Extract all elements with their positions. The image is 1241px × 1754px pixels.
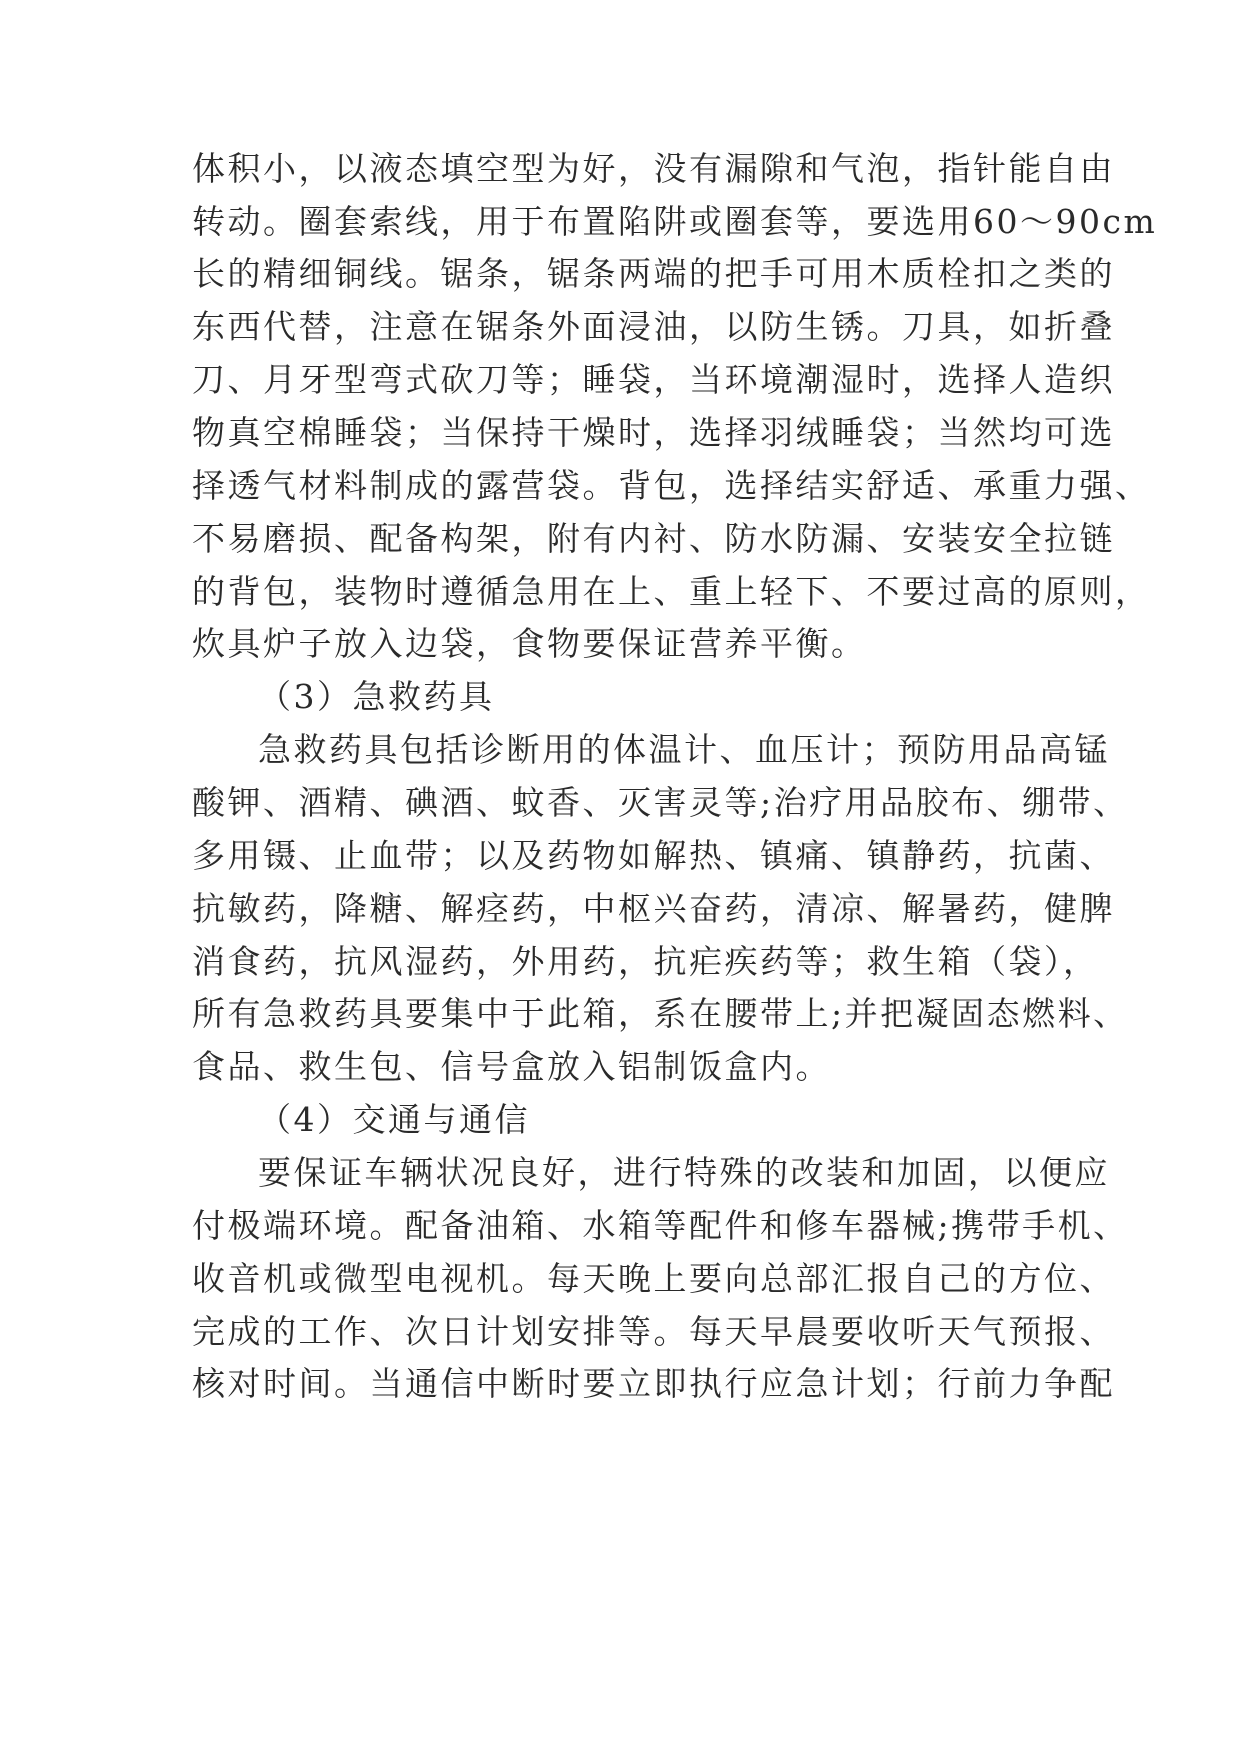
text-line: 转动。圈套索线，用于布置陷阱或圈套等，要选用60～90cm: [192, 202, 1158, 241]
text-line: 择透气材料制成的露营袋。背包，选择结实舒适、承重力强、: [192, 466, 1151, 505]
text-line: 炊具炉子放入边袋，食物要保证营养平衡。: [192, 624, 867, 663]
text-line: 核对时间。当通信中断时要立即执行应急计划；行前力争配: [192, 1364, 1115, 1403]
text-line: 收音机或微型电视机。每天晚上要向总部汇报自己的方位、: [192, 1259, 1115, 1298]
text-line: 食品、救生包、信号盒放入铝制饭盒内。: [192, 1047, 831, 1086]
text-line: 完成的工作、次日计划安排等。每天早晨要收听天气预报、: [192, 1312, 1115, 1351]
text-line: 物真空棉睡袋；当保持干燥时，选择羽绒睡袋；当然均可选: [192, 413, 1115, 452]
text-line: 的背包，装物时遵循急用在上、重上轻下、不要过高的原则，: [192, 572, 1151, 611]
text-line: 刀、月牙型弯式砍刀等；睡袋，当环境潮湿时，选择人造织: [192, 360, 1115, 399]
text-line: 酸钾、酒精、碘酒、蚊香、灭害灵等;治疗用品胶布、绷带、: [192, 783, 1129, 822]
text-line: 东西代替，注意在锯条外面浸油，以防生锈。刀具，如折叠: [192, 307, 1115, 346]
section-heading: （3）急救药具: [258, 677, 495, 716]
text-line: 抗敏药，降糖、解痉药，中枢兴奋药，清凉、解暑药，健脾: [192, 889, 1115, 928]
text-line: 要保证车辆状况良好，进行特殊的改装和加固，以便应: [258, 1153, 1110, 1192]
text-line: 付极端环境。配备油箱、水箱等配件和修车器械;携带手机、: [192, 1206, 1129, 1245]
text-line: 长的精细铜线。锯条，锯条两端的把手可用木质栓扣之类的: [192, 254, 1115, 293]
text-line: 消食药，抗风湿药，外用药，抗疟疾药等；救生箱（袋），: [192, 942, 1099, 981]
section-heading: （4）交通与通信: [258, 1100, 530, 1139]
text-line: 急救药具包括诊断用的体温计、血压计；预防用品高锰: [258, 730, 1110, 769]
text-line: 不易磨损、配备构架，附有内衬、防水防漏、安装安全拉链: [192, 519, 1115, 558]
text-line: 体积小，以液态填空型为好，没有漏隙和气泡，指针能自由: [192, 149, 1115, 188]
text-line: 多用镊、止血带；以及药物如解热、镇痛、镇静药，抗菌、: [192, 836, 1115, 875]
text-line: 所有急救药具要集中于此箱，系在腰带上;并把凝固态燃料、: [192, 994, 1129, 1033]
